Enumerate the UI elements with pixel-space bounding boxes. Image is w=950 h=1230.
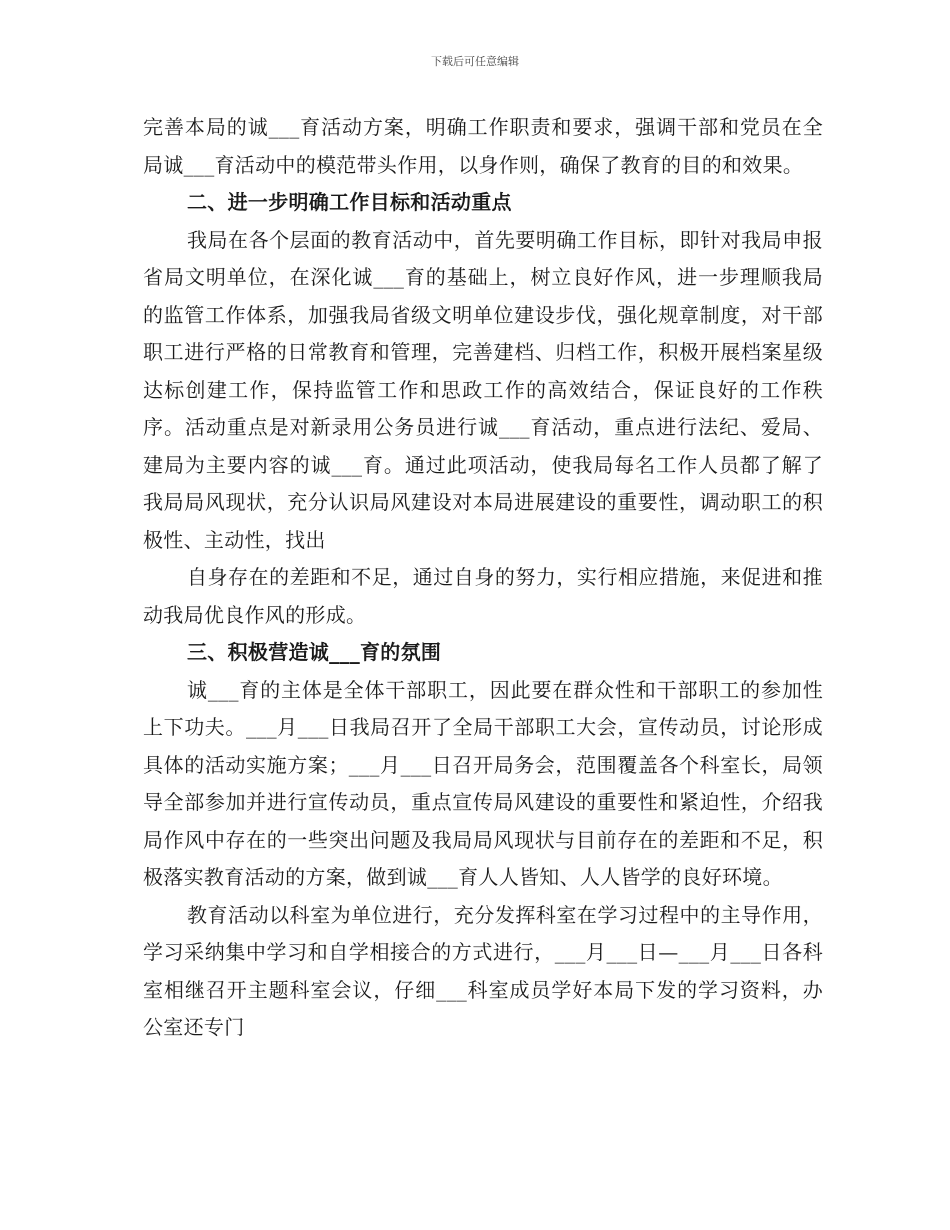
document-body bbox=[143, 109, 823, 1047]
paragraph-1: 完善本局的诚___育活动方案，明确工作职责和要求，强调干部和党员在全局诚___育活动中的模范带头作用，以身作则，确保了教育的目的和效果。 bbox=[143, 115, 823, 177]
paragraph-2: 我局在各个层面的教育活动中，首先要明确工作目标，即针对我局申报省局文明单位，在深化诚___育的基础上，树立良好作风，进一步理顺我局的监管工作体系，加强我局省级文明单位建设步伐，强化规章制度，对干部职工进行严格的日常教育和管理，完善建档、归档工作，积极开展档案星级达标创建工作，保持监管工作和思政工作的高效结合，保证良好的工作秩序。活动重点是对新录用公务员进行诚___育活动，重点进行法纪、爱局、建局为主要内容的诚___育。通过此项活动，使我局每名工作人员都了解了我局局风现状，充分认识局风建设对本局进展建设的重要性，调动职工的积极性、主动性，找出 bbox=[143, 227, 823, 552]
paragraph-3: 自身存在的差距和不足，通过自身的努力，实行相应措施，来促进和推动我局优良作风的形成。 bbox=[143, 565, 823, 627]
paragraph-4: 诚___育的主体是全体干部职工，因此要在群众性和干部职工的参加性上下功夫。___月___日我局召开了全局干部职工大会，宣传动员，讨论形成具体的活动实施方案；___月___日召开局务会，范围覆盖各个科室长，局领导全部参加并进行宣传动员，重点宣传局风建设的重要性和紧迫性，介绍我局作风中存在的一些突出问题及我局局风现状与目前存在的差距和不足，积极落实教育活动的方案，做到诚___育人人皆知、人人皆学的良好环境。 bbox=[143, 677, 823, 889]
header-note: 下载后可任意编辑 bbox=[431, 55, 519, 68]
paragraph-5: 教育活动以科室为单位进行，充分发挥科室在学习过程中的主导作用，学习采纳集中学习和自学相接合的方式进行，___月___日—___月___日各科室相继召开主题科室会议，仔细___科室成员学好本局下发的学习资料，办公室还专门 bbox=[143, 902, 823, 1039]
section-heading-2: 二、进一步明确工作目标和活动重点 bbox=[187, 190, 512, 214]
section-heading-3: 三、积极营造诚___育的氛围 bbox=[187, 640, 442, 664]
